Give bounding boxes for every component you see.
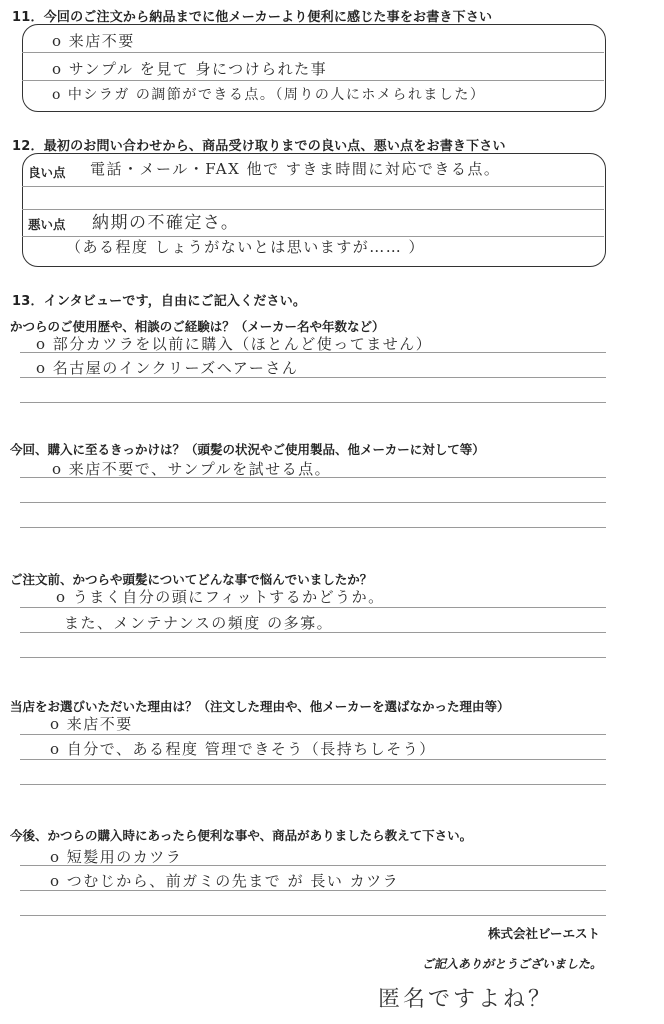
rule-line — [20, 502, 606, 503]
bad-point-label: 悪い点 — [28, 217, 66, 232]
q12-good-answer: 電話・メール・FAX 他で すきま時間に対応できる点。 — [90, 160, 501, 178]
handwritten-signoff: 匿名ですよね？ — [378, 987, 554, 1012]
q11-answer-1: o 来店不要 — [52, 32, 135, 50]
rule-line — [22, 186, 604, 187]
q12-bad-answer-1: 納期の不確定さ。 — [92, 213, 240, 233]
q13-question-concerns: ご注文前、かつらや頭髪についてどんな事で悩んでいましたか？ — [10, 572, 373, 587]
rule-line — [22, 52, 604, 53]
q13-title: 13．インタビューです，自由にご記入ください。 — [12, 294, 307, 309]
q13-wishes-answer-1: o 短髪用のカツラ — [50, 848, 183, 866]
thanks-message: ご記入ありがとうございました。 — [421, 957, 602, 971]
q13-history-answer-1: o 部分カツラを以前に購入（ほとんど使ってません） — [36, 335, 433, 353]
q13-question-reason: 当店をお選びいただいた理由は？（注文した理由や、他メーカーを選ばなかった理由等） — [10, 699, 510, 714]
q13-history-answer-2: o 名古屋のインクリーズヘアーさん — [36, 359, 299, 377]
rule-line — [20, 607, 606, 608]
q11-answer-2: o サンプル を見て 身につけられた事 — [52, 60, 328, 78]
good-point-label: 良い点 — [28, 165, 66, 180]
rule-line — [20, 527, 606, 528]
q13-trigger-answer-1: o 来店不要で、サンプルを試せる点。 — [52, 460, 332, 478]
q11-title: 11．今回のご注文から納品までに他メーカーより便利に感じた事をお書き下さい — [12, 10, 493, 25]
rule-line — [20, 915, 606, 916]
rule-line — [20, 657, 606, 658]
q11-answer-3: o 中シラガ の調節ができる点。（周りの人にホメられました） — [52, 87, 486, 103]
q13-wishes-answer-2: o つむじから、前ガミの先まで が 長い カツラ — [50, 872, 400, 890]
q13-question-history: かつらのご使用歴や、相談のご経験は？（メーカー名や年数など） — [10, 319, 385, 334]
q13-concerns-answer-1: o うまく自分の頭にフィットするかどうか。 — [56, 588, 385, 606]
rule-line — [20, 759, 606, 760]
q13-concerns-answer-2: また、メンテナンスの頻度 の多寡。 — [64, 614, 334, 632]
q13-question-wishes: 今後、かつらの購入時にあったら便利な事や、商品がありましたら教えて下さい。 — [10, 828, 473, 843]
q12-title: 12．最初のお問い合わせから、商品受け取りまでの良い点、悪い点をお書き下さい — [12, 139, 506, 154]
rule-line — [20, 784, 606, 785]
q13-question-trigger: 今回、購入に至るきっかけは？（頭髪の状況やご使用製品、他メーカーに対して等） — [10, 442, 485, 457]
rule-line — [20, 402, 606, 403]
company-name: 株式会社ビーエスト — [487, 926, 600, 941]
rule-line — [22, 80, 604, 81]
q13-reason-answer-1: o 来店不要 — [50, 715, 133, 733]
q13-reason-answer-2: o 自分で、ある程度 管理できそう（長持ちしそう） — [50, 740, 436, 758]
q12-bad-answer-2: （ある程度 しょうがないとは思いますが…… ） — [66, 238, 426, 256]
rule-line — [20, 734, 606, 735]
